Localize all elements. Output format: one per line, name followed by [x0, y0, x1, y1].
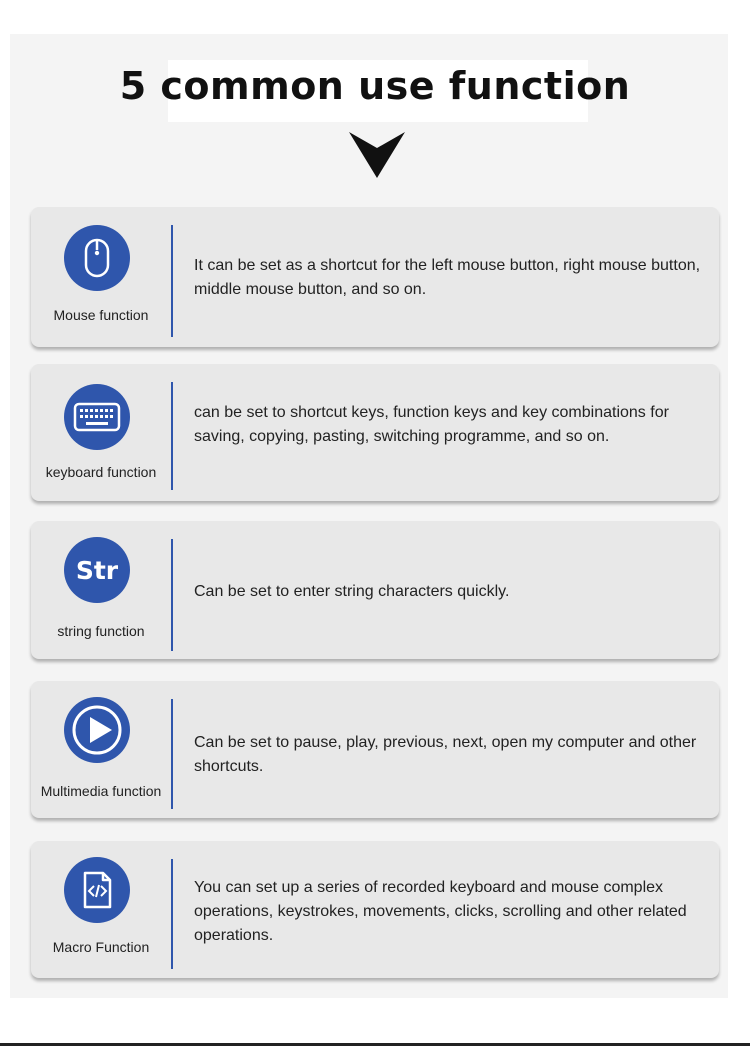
function-label: Macro Function — [52, 939, 150, 955]
function-card-string — [31, 521, 719, 659]
function-description: It can be set as a shortcut for the left mouse button, right mouse button, middle mouse button, and so on. — [194, 257, 701, 298]
divider — [171, 539, 173, 651]
string-icon-text: Str — [75, 556, 119, 585]
function-card-multimedia — [31, 681, 719, 818]
keyboard-icon — [64, 384, 130, 450]
divider — [171, 382, 173, 490]
mouse-icon — [64, 225, 130, 291]
function-label: keyboard function — [45, 464, 157, 480]
divider — [171, 225, 173, 337]
divider — [171, 699, 173, 809]
function-description: Can be set to enter string characters quickly. — [194, 583, 510, 600]
function-label: Multimedia function — [40, 783, 162, 799]
function-card-mouse — [31, 207, 719, 347]
function-description: Can be set to pause, play, previous, next, open my computer and other shortcuts. — [194, 734, 697, 775]
function-description: can be set to shortcut keys, function keys and key combinations for saving, copying, pasting, switching programme, and so on. — [194, 404, 669, 445]
function-card-macro — [31, 841, 719, 978]
function-label: Mouse function — [53, 307, 149, 323]
string-icon — [64, 537, 130, 603]
function-card-keyboard — [31, 364, 719, 501]
page-title: 5 common use function — [119, 64, 631, 108]
code-file-icon — [64, 857, 130, 923]
function-description: You can set up a series of recorded keyboard and mouse complex operations, keystrokes, movements, clicks, scrolling and other related operations. — [194, 879, 687, 944]
play-icon — [64, 697, 130, 763]
function-label: string function — [57, 623, 145, 639]
divider — [171, 859, 173, 969]
chevron-down-icon — [349, 132, 405, 178]
